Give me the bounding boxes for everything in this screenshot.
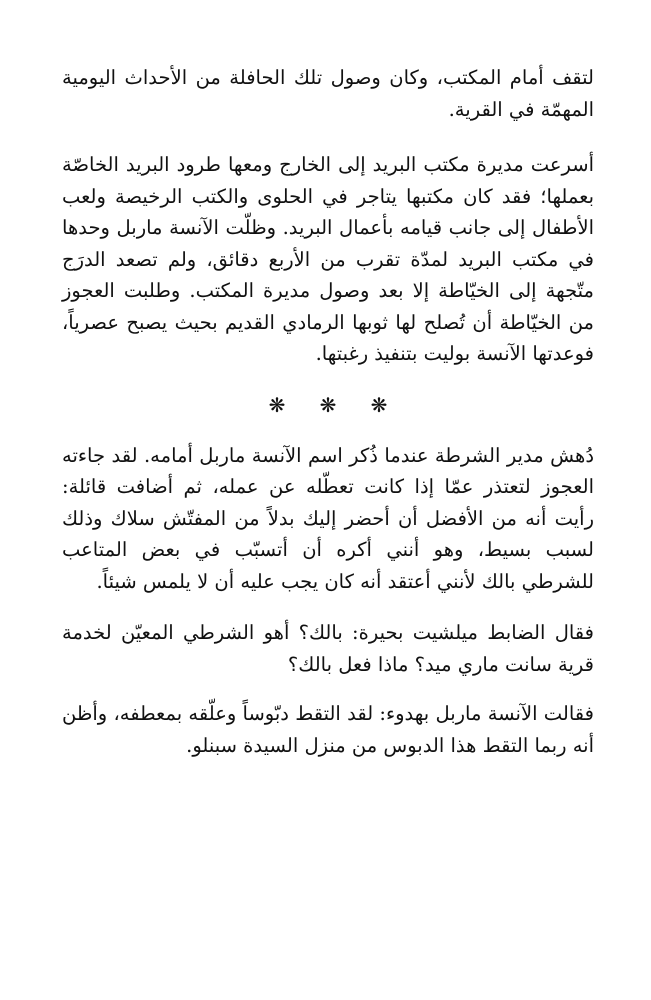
paragraph-post-office: أسرعت مديرة مكتب البريد إلى الخارج ومعها طرود البريد الخاصّة بعملها؛ فقد كان مكتبها يتاجر في الحلوى والكتب الرخيصة ولعب الأطفال إلى جانب قيامه بأعمال البريد. وظلّت الآنسة ماربل وحدها في مكتب البريد لمدّة تقرب من الأربع دقائق، ولم تصعد الدرَج متّجهة إلى الخيّاطة إلا بعد وصول مديرة المكتب. وطلبت العجوز من الخيّاطة أن تُصلح لها ثوبها الرمادي القديم بحيث يصبح عصرياً، فوعدتها الآنسة بوليت بتنفيذ رغبتها. [62, 153, 594, 365]
paragraph-melchett-question: فقال الضابط ميلشيت بحيرة: بالك؟ أهو الشرطي المعيّن لخدمة قرية سانت ماري ميد؟ ماذا فعل بالك؟ [62, 621, 594, 676]
asterism-icon: ❋ [370, 392, 388, 417]
paragraph-police-chief: دُهش مدير الشرطة عندما ذُكر اسم الآنسة ماربل أمامه. لقد جاءته العجوز لتعتذر عمّا إذا كانت تعطّله عن عمله، ثم أضافت قائلة: رأيت أنه من الأفضل أن أحضر إليك بدلاً من المفتّش سلاك وذلك لسبب بسيط، وهو أنني أكره أن أتسبّب في بعض المتاعب للشرطي بالك لأنني أعتقد أنه كان يجب عليه أن لا يلمس شيئاً. [62, 443, 594, 593]
asterism-icon: ❋ [268, 392, 286, 417]
paragraph-intro: لتقف أمام المكتب، وكان وصول تلك الحافلة من الأحداث اليومية المهمّة في القرية. [62, 66, 594, 121]
book-page [62, 62, 594, 761]
paragraph-marple-answer: فقالت الآنسة ماربل بهدوء: لقد التقط دبّوساً وعلّقه بمعطفه، وأظن أنه ربما التقط هذا الدبوس من منزل السيدة سبنلو. [62, 702, 594, 757]
asterism-icon: ❋ [319, 392, 337, 417]
section-separator [62, 390, 594, 418]
